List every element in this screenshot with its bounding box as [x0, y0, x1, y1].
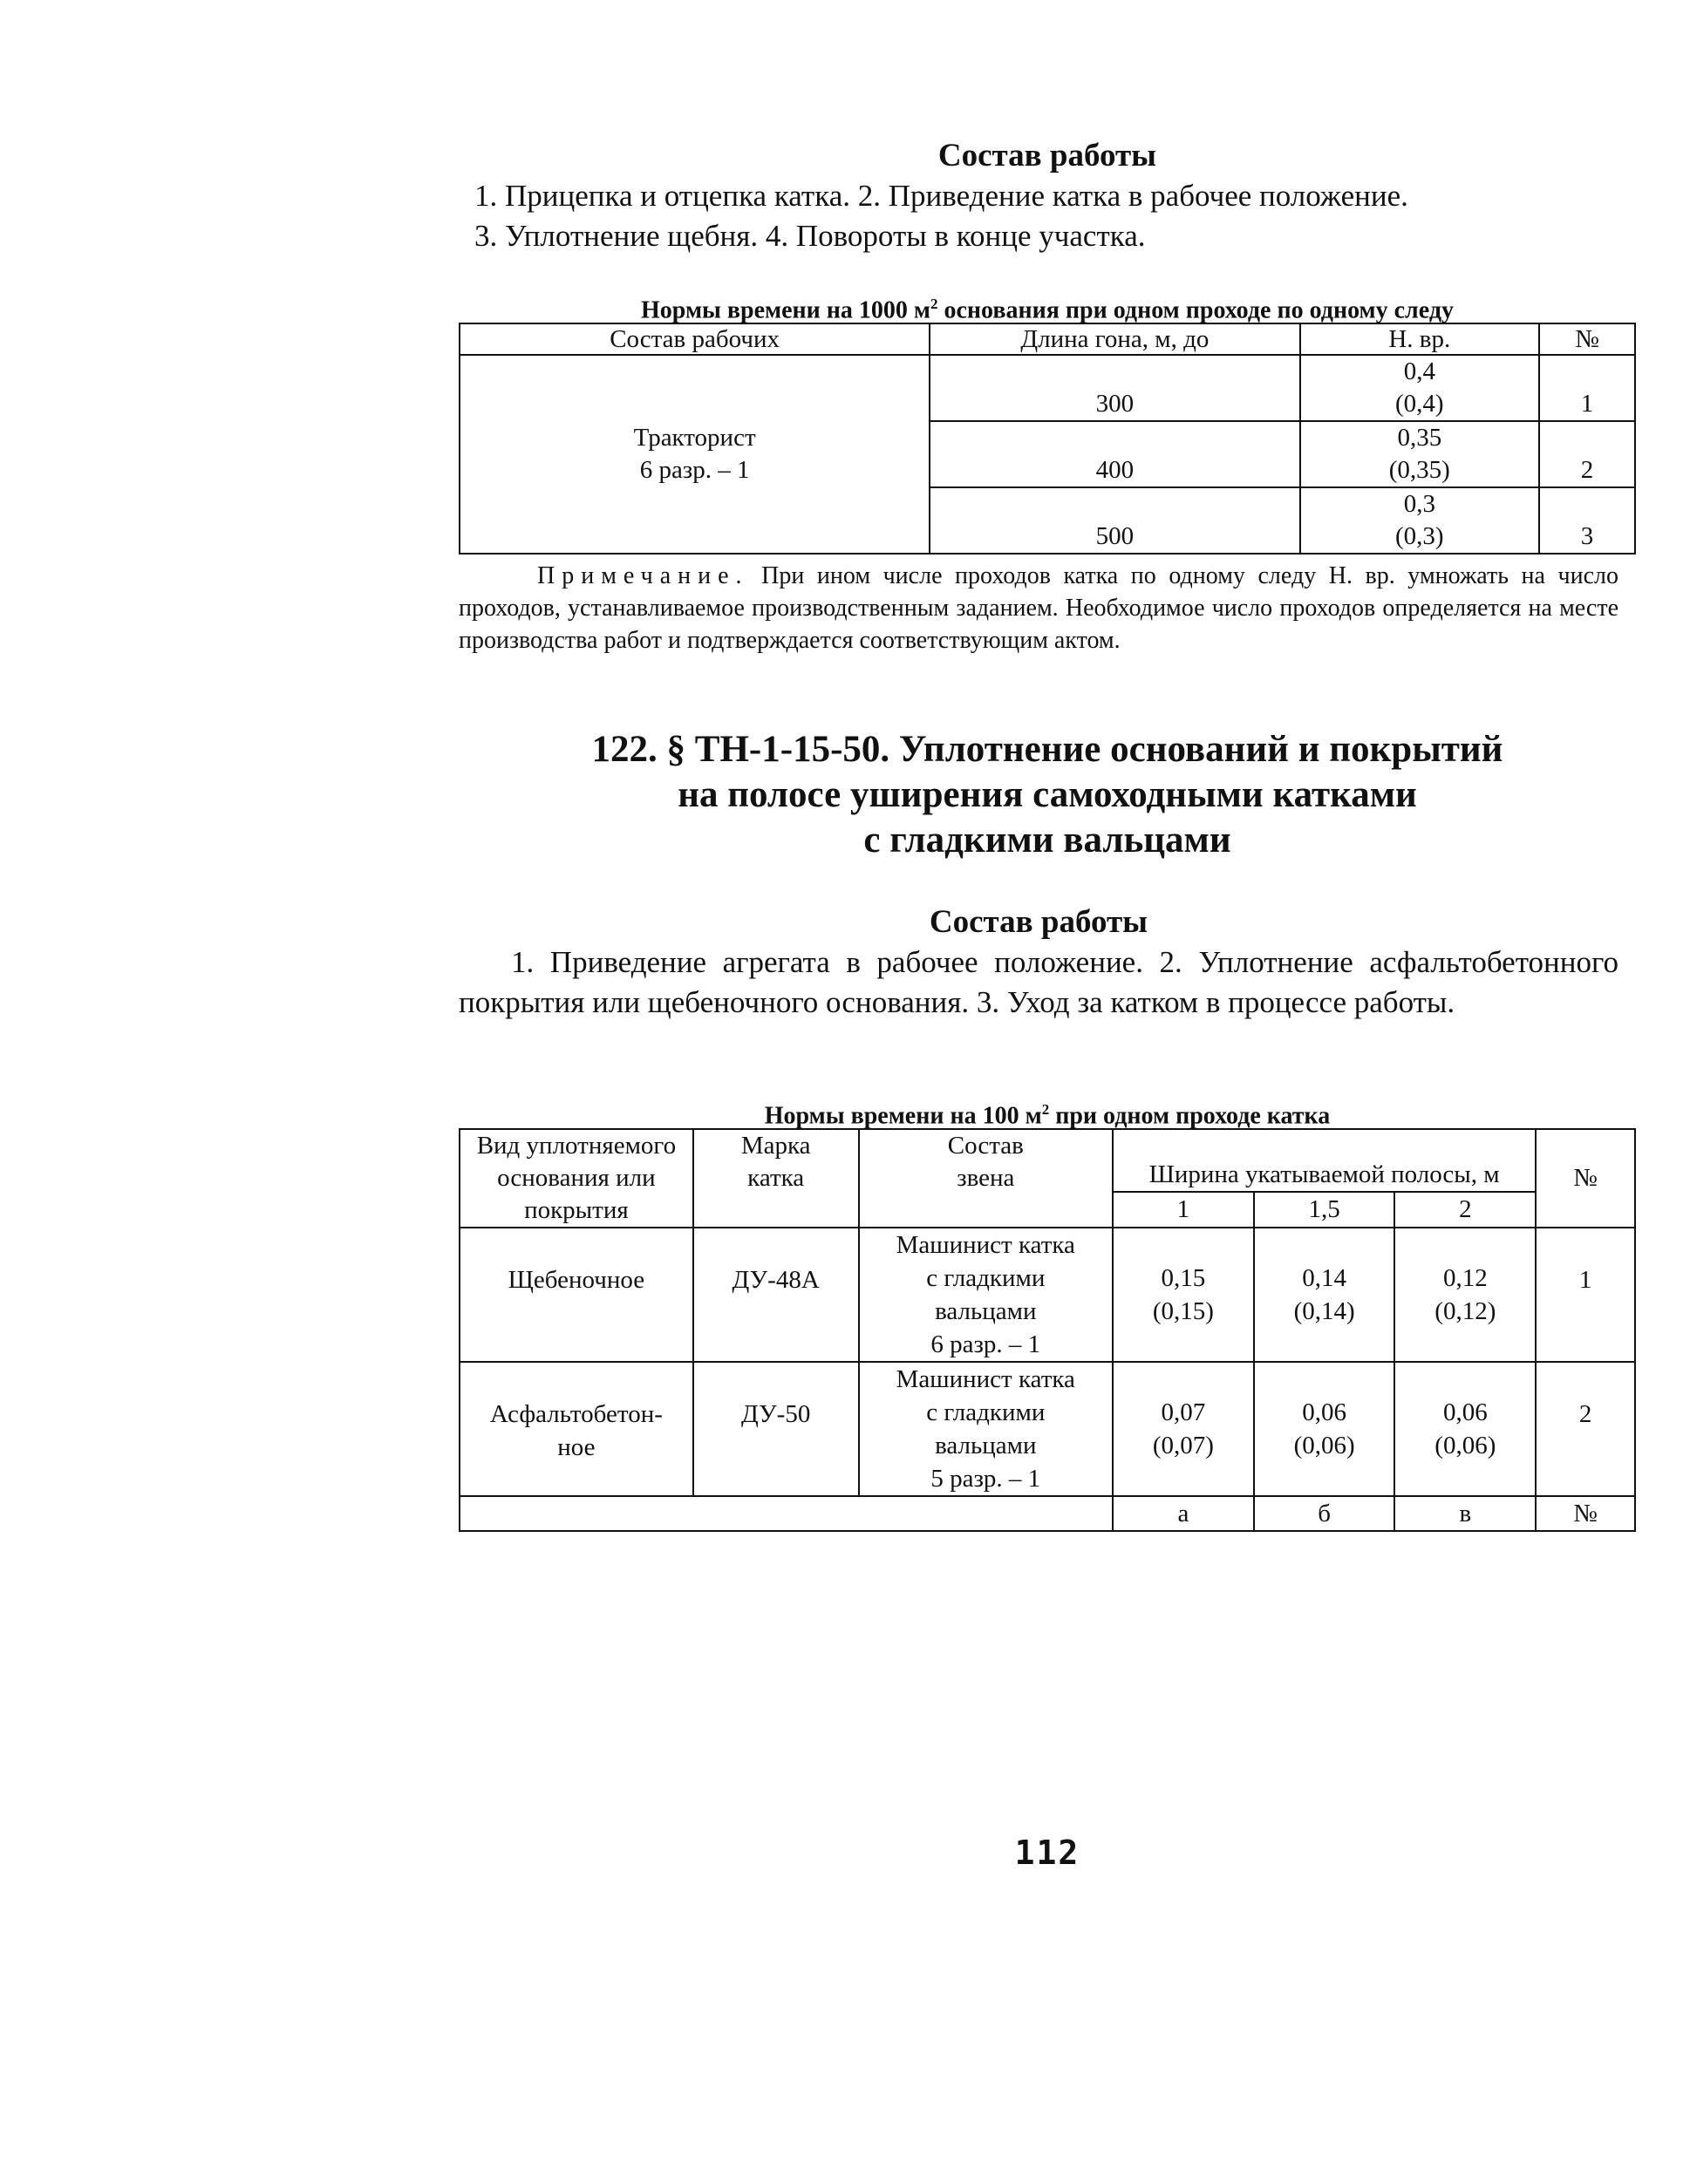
col-header-type: Вид уплотняемого основания или покрытия	[460, 1129, 693, 1228]
length-cell: 500	[930, 487, 1299, 554]
col-header: Н. вр.	[1300, 323, 1540, 355]
work-composition-1	[459, 136, 1636, 256]
value-cell: 0,06 (0,06)	[1394, 1362, 1536, 1496]
norm-cell: 0,35 (0,35)	[1300, 421, 1540, 487]
width-header: 1,5	[1254, 1192, 1395, 1228]
col-header-width: Ширина укатываемой полосы, м	[1113, 1129, 1536, 1192]
footer-cell: №	[1536, 1496, 1635, 1531]
work-steps-paragraph: 1. Приведение агрегата в рабочее положение. 2. Уплотнение асфальтобетонного покрытия или щебеночного основания. 3. Уход за катком в процессе работы.	[459, 945, 1618, 1019]
length-cell: 300	[930, 355, 1299, 421]
note-text: При ином числе проходов катка по одному следу Н. вр. умножать на число проходов, устанавливаемое производственным заданием. Необходимое число проходов определяется на месте производства работ и подтверждается соответствующим актом.	[459, 562, 1618, 654]
crew-cell: Машинист катка с гладкими вальцами 6 разр. – 1	[859, 1228, 1114, 1362]
row-number: 1	[1536, 1228, 1635, 1362]
norms-table-1	[459, 323, 1636, 555]
table-row	[460, 1228, 1635, 1362]
type-cell: Щебеночное	[460, 1228, 693, 1362]
table-header-row	[460, 323, 1635, 355]
type-cell: Асфальтобетон- ное	[460, 1362, 693, 1496]
col-header: Длина гона, м, до	[930, 323, 1299, 355]
norm-cell: 0,3 (0,3)	[1300, 487, 1540, 554]
col-header-brand: Марка катка	[693, 1129, 859, 1228]
col-header: Состав рабочих	[460, 323, 930, 355]
footer-cell: б	[1254, 1496, 1395, 1531]
col-header: №	[1539, 323, 1635, 355]
row-number: 2	[1539, 421, 1635, 487]
value-cell: 0,06 (0,06)	[1254, 1362, 1395, 1496]
page-number: 112	[1014, 1834, 1080, 1872]
length-cell: 400	[930, 421, 1299, 487]
workers-cell: Тракторист 6 разр. – 1	[460, 355, 930, 554]
section-heading: Состав работы	[937, 138, 1157, 173]
table-row	[460, 355, 1635, 421]
col-header-crew: Состав звена	[859, 1129, 1114, 1228]
section-heading: Состав работы	[929, 904, 1148, 940]
norm-cell: 0,4 (0,4)	[1300, 355, 1540, 421]
row-number: 3	[1539, 487, 1635, 554]
norms-table-2	[459, 1128, 1636, 1532]
title-line: на полосе уширения самоходными катками	[678, 774, 1417, 815]
table1-caption: Нормы времени на 1000 $м^2$ основания при одном проходе по одному следу	[641, 296, 1454, 324]
title-line: с гладкими вальцами	[863, 820, 1231, 861]
width-header: 2	[1394, 1192, 1536, 1228]
title-line: 122. § ТН-1-15-50. Уплотнение оснований и покрытий	[591, 729, 1503, 770]
table1-note	[459, 560, 1618, 657]
value-cell: 0,12 (0,12)	[1394, 1228, 1536, 1362]
table-header-row	[460, 1129, 1635, 1192]
footer-cell: в	[1394, 1496, 1536, 1531]
table-footer-row	[460, 1496, 1635, 1531]
table-row	[460, 1362, 1635, 1496]
work-step-line: 1. Прицепка и отцепка катка. 2. Приведение катка в рабочее положение.	[474, 179, 1408, 213]
work-composition-2	[459, 902, 1618, 1023]
value-cell: 0,15 (0,15)	[1113, 1228, 1254, 1362]
col-header-num: №	[1536, 1129, 1635, 1228]
footer-cell: а	[1113, 1496, 1254, 1531]
value-cell: 0,07 (0,07)	[1113, 1362, 1254, 1496]
work-step-line: 3. Уплотнение щебня. 4. Повороты в конце участка.	[474, 219, 1146, 253]
row-number: 2	[1536, 1362, 1635, 1496]
note-label: Примечание.	[537, 562, 749, 589]
table2-caption: Нормы времени на 100 $м^2$ при одном проходе катка	[764, 1101, 1331, 1130]
footer-blank	[460, 1496, 1113, 1531]
section-title	[459, 727, 1636, 863]
brand-cell: ДУ-50	[693, 1362, 859, 1496]
brand-cell: ДУ-48А	[693, 1228, 859, 1362]
value-cell: 0,14 (0,14)	[1254, 1228, 1395, 1362]
width-header: 1	[1113, 1192, 1254, 1228]
crew-cell: Машинист катка с гладкими вальцами 5 разр. – 1	[859, 1362, 1114, 1496]
row-number: 1	[1539, 355, 1635, 421]
